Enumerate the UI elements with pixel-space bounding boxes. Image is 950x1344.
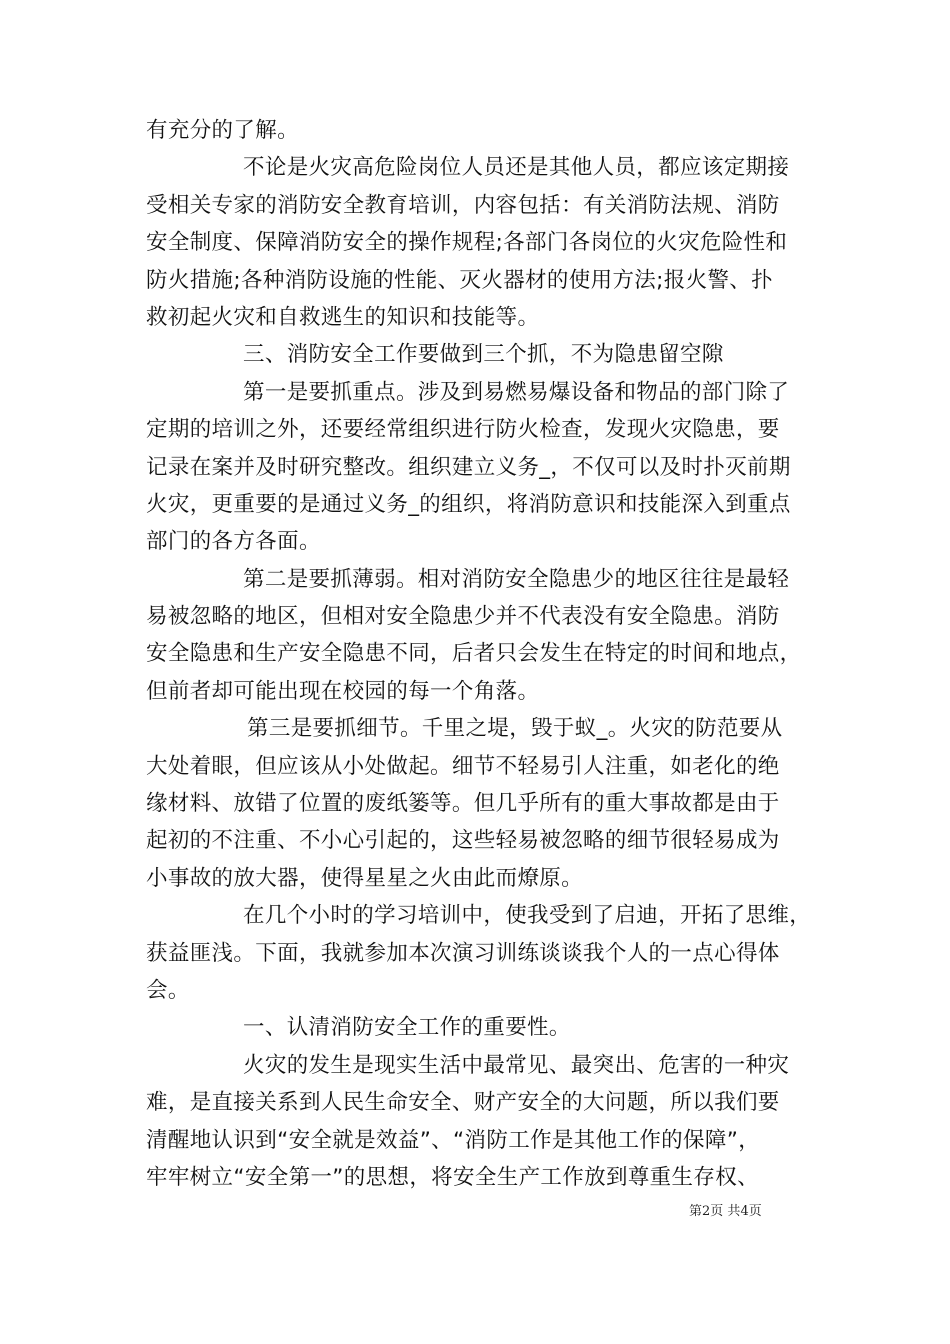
text-line: 第二是要抓薄弱。相对消防安全隐患少的地区往往是最轻 xyxy=(243,566,790,592)
text-line: 防火措施;各种消防设施的性能、灭火器材的使用方法;报火警、扑 xyxy=(146,267,773,293)
text-line: 清醒地认识到“安全就是效益”、“消防工作是其他工作的保障”， xyxy=(146,1127,761,1153)
text-line: 不论是火灾高危险岗位人员还是其他人员，都应该定期接 xyxy=(243,155,790,181)
text-line: 但前者却可能出现在校园的每一个角落。 xyxy=(146,678,540,704)
text-line: 受相关专家的消防安全教育培训，内容包括：有关消防法规、消防 xyxy=(146,192,780,218)
footer-middle: 页 共 xyxy=(710,1204,741,1219)
text-line: 会。 xyxy=(146,977,190,1003)
total-pages-number: 4 xyxy=(740,1204,749,1219)
text-line: 第三是要抓细节。千里之堤，毁于蚁_。火灾的防范要从 xyxy=(247,716,783,742)
text-line: 易被忽略的地区，但相对安全隐患少并不代表没有安全隐患。消防 xyxy=(146,604,780,630)
text-line: 记录在案并及时研究整改。组织建立义务_，不仅可以及时扑灭前期 xyxy=(146,454,791,480)
text-line: 有充分的了解。 xyxy=(146,118,299,143)
text-line: 火灾，更重要的是通过义务_的组织，将消防意识和技能深入到重点 xyxy=(146,491,791,517)
text-line: 缘材料、放错了位置的废纸篓等。但几乎所有的重大事故都是由于 xyxy=(146,791,780,817)
text-line: 牢牢树立“安全第一”的思想，将安全生产工作放到尊重生存权、 xyxy=(146,1164,759,1190)
footer-prefix: 第 xyxy=(689,1204,703,1219)
text-line: 定期的培训之外，还要经常组织进行防火检查，发现火灾隐患，要 xyxy=(146,417,780,443)
section-heading: 三、消防安全工作要做到三个抓，不为隐患留空隙 xyxy=(243,342,724,368)
text-line: 获益匪浅。下面，我就参加本次演习训练谈谈我个人的一点心得体 xyxy=(146,940,780,966)
current-page-number: 2 xyxy=(702,1204,711,1219)
page-footer xyxy=(689,1203,849,1221)
text-line: 救初起火灾和自救逃生的知识和技能等。 xyxy=(146,304,540,330)
text-line: 第一是要抓重点。涉及到易燃易爆设备和物品的部门除了 xyxy=(243,379,790,405)
text-line: 火灾的发生是现实生活中最常见、最突出、危害的一种灾 xyxy=(243,1052,790,1078)
text-line: 难，是直接关系到人民生命安全、财产安全的大问题，所以我们要 xyxy=(146,1090,780,1116)
text-line: 部门的各方各面。 xyxy=(146,529,321,555)
text-line: 安全制度、保障消防安全的操作规程;各部门各岗位的火灾危险性和 xyxy=(146,230,788,256)
text-line: 安全隐患和生产安全隐患不同，后者只会发生在特定的时间和地点， xyxy=(146,641,802,667)
document-body xyxy=(146,112,812,1196)
text-line: 大处着眼，但应该从小处做起。细节不轻易引人注重，如老化的绝 xyxy=(146,753,780,779)
text-line: 在几个小时的学习培训中，使我受到了启迪，开拓了思维， xyxy=(243,903,812,929)
section-heading: 一、认清消防安全工作的重要性。 xyxy=(243,1015,571,1041)
text-line: 小事故的放大器，使得星星之火由此而燎原。 xyxy=(146,865,584,891)
footer-suffix: 页 xyxy=(748,1204,762,1219)
text-line: 起初的不注重、不小心引起的，这些轻易被忽略的细节很轻易成为 xyxy=(146,828,780,854)
